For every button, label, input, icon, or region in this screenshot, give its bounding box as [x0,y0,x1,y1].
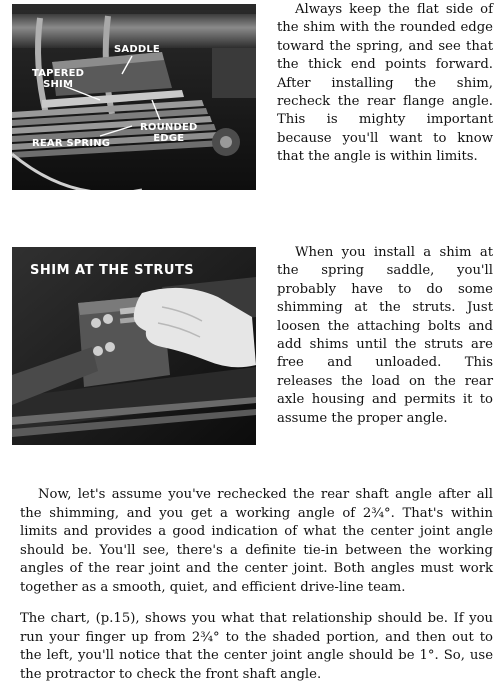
saddle-label: SADDLE [114,44,160,55]
strut-shimming-paragraph: When you install a shim at the spring saddle, you'll probably have to do some shimming at the struts. Just loosen the attaching bolts and add shims until the struts are free and unloaded. This releases the load on the rear axle housing and permits it to assume the proper angle. [277,245,493,426]
chart-reference-paragraph: The chart, (p.15), shows you what that relationship should be. If you run your finger up from 2¾° to the shaded portion, and then out to the left, you'll notice that the center joint angle should be 1°. So, use the protractor to check the front shaft angle. [20,611,493,682]
shim-at-struts-photo [12,247,256,445]
tapered-shim-label: TAPERED SHIM [32,68,85,90]
shim-at-struts-title: SHIM AT THE STRUTS [30,263,195,278]
rounded-edge-label: ROUNDED EDGE [140,122,198,144]
working-angle-paragraph: Now, let's assume you've rechecked the rear shaft angle after all the shimming, and you get a working angle of 2¾°. That's within limits and provides a good indication of what the center joint angle should be. You'll see, there's a definite tie-in between the working angles of the rear joint and the center joint. Both angles must work together as a smooth, quiet, and efficient drive-line team. [20,487,493,595]
rear-spring-label: REAR SPRING [32,138,111,149]
shim-orientation-paragraph: Always keep the flat side of the shim with the rounded edge toward the spring, and see that the thick end points forward. After installing the shim, recheck the rear flange angle. This is mighty important because you'll want to know that the angle is within limits. [277,2,493,165]
spring-saddle-illustration [12,4,256,190]
spring-saddle-photo [12,4,256,190]
